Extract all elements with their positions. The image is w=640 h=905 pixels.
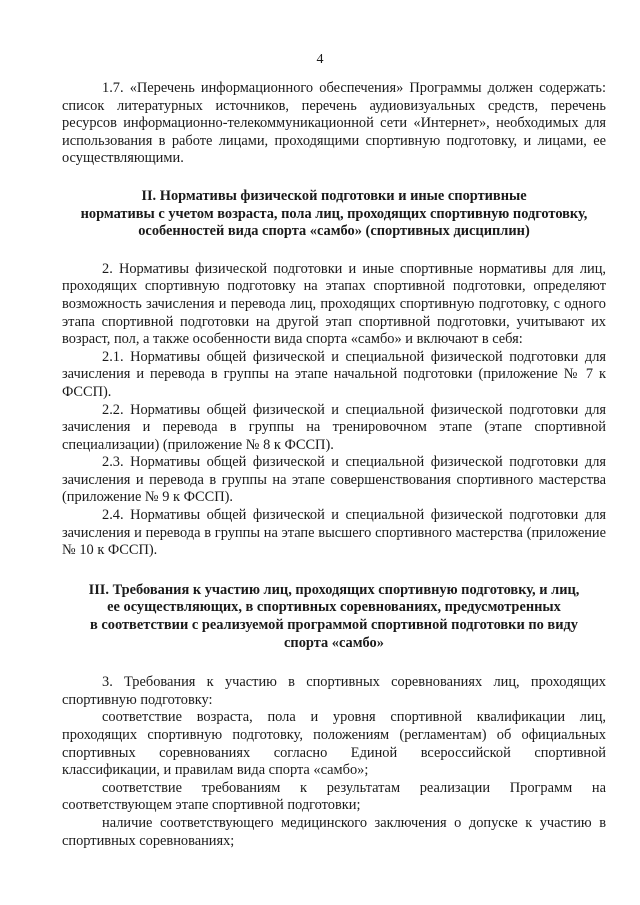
section-3-heading-line: в соответствии с реализуемой программой спортивной подготовки по виду xyxy=(90,617,578,634)
paragraph-1-7: 1.7. «Перечень информационного обеспечения» Программы должен содержать: список литературных источников, перечень аудиовизуальных средств, перечень ресурсов информационно-телекоммуникационной сети «Интернет», необходимых для использования в работе лицами, проходящими спортивную подготовку, и лицами, ее осуществляющими. xyxy=(62,80,606,167)
section-2-heading xyxy=(62,188,606,241)
paragraph-2-2: 2.2. Нормативы общей физической и специальной физической подготовки для зачисления и перевода в группы на тренировочном этапе (этапе спортивной специализации) (приложение № 8 к ФССП). xyxy=(62,401,606,453)
section-2-heading-line: нормативы с учетом возраста, пола лиц, проходящих спортивную подготовку, xyxy=(80,205,588,222)
section-2-heading-line: особенностей вида спорта «самбо» (спортивных дисциплин) xyxy=(138,223,530,240)
section-3-heading xyxy=(62,582,606,652)
page-number: 4 xyxy=(316,52,324,67)
requirement-item: наличие соответствующего медицинского заключения о допуске к участию в спортивных соревнованиях; xyxy=(62,814,606,849)
section-3-heading-line: спорта «самбо» xyxy=(284,634,384,651)
paragraph-2-3: 2.3. Нормативы общей физической и специальной физической подготовки для зачисления и перевода в группы на этапе совершенствования спортивного мастерства (приложение № 9 к ФССП). xyxy=(62,454,606,506)
section-3-heading-line: ее осуществляющих, в спортивных соревнованиях, предусмотренных xyxy=(107,599,561,616)
paragraph-3: 3. Требования к участию в спортивных соревнованиях лиц, проходящих спортивную подготовку: xyxy=(62,674,606,708)
document-body xyxy=(62,80,606,850)
section-3-heading-line: III. Требования к участию лиц, проходящих спортивную подготовку, и лиц, xyxy=(88,581,580,598)
paragraph-2: 2. Нормативы физической подготовки и иные спортивные нормативы для лиц, проходящих спортивную подготовку на этапах спортивной подготовки, определяют возможность зачисления и перевода лиц, проходящих спортивную подготовку, с одного этапа спортивной подготовки на другой этап спортивной подготовки, учитывают их возраст, пол, а также особенности вида спорта «самбо» и включают в себя: xyxy=(62,260,606,348)
paragraph-2-4: 2.4. Нормативы общей физической и специальной физической подготовки для зачисления и перевода в группы на этапе высшего спортивного мастерства (приложение № 10 к ФССП). xyxy=(62,507,606,559)
requirement-item: соответствие требованиям к результатам реализации Программ на соответствующем этапе спортивной подготовки; xyxy=(62,779,606,814)
section-2-heading-line: II. Нормативы физической подготовки и иные спортивные xyxy=(141,187,527,204)
paragraph-2-1: 2.1. Нормативы общей физической и специальной физической подготовки для зачисления и перевода в группы на этапе начальной подготовки (приложение № 7 к ФССП). xyxy=(62,348,606,400)
requirement-item: соответствие возраста, пола и уровня спортивной квалификации лиц, проходящих спортивную подготовку, положениям (регламентам) об официальных спортивных соревнованиях согласно Единой всероссийской спортивной классификации, и правилам вида спорта «самбо»; xyxy=(62,709,606,779)
